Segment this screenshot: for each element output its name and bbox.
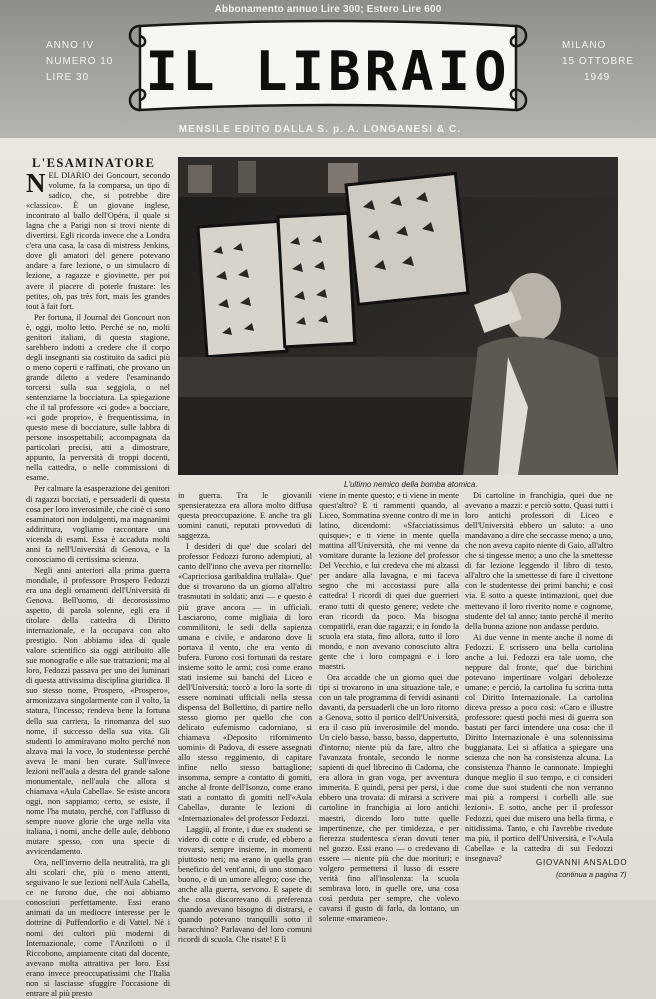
article-column-4 [465, 491, 613, 891]
issue-volume: ANNO IV [46, 40, 95, 51]
paragraph: in guerra. Tra le giovanili spensieratezza era allora molto diffusa questa preoccupazione. E anche tra gli uomini canuti, reputati provveduti di saggezza. [178, 491, 312, 541]
article-photo [178, 157, 618, 475]
paragraph: viene in mente questo; e ti viene in mente quest'altro? E ti rammenti quando, al Liceo, Sommatina svenne contro di me in latino, dicendomi: «Sfacciatissimus quisque»; e ti viene in mente quella mattina all'Università, che mi venne da vomitare durante la lezione del professor Del Vecchio, e lui credeva che mi alzassi per andare alla lavagna, e mi faceva segno che mi accostassi pure alla cattedra! I ricordi di quei due guerrieri erano tutti di questo genere; vedete che eran ricordi da poco. Ma bisogna compatirli, eran due ragazzi; e in fondo la scuola era stata, fino allora, tutto il loro mondo, e non avevano conosciuto altra gente che i loro compagni e i loro maestri. [319, 491, 459, 671]
place-city: MILANO [562, 40, 607, 51]
place-date [562, 38, 642, 86]
publisher-line: MENSILE EDITO DALLA S. p. A. LONGANESI & C. [178, 124, 462, 135]
issue-price: LIRE 30 [46, 72, 90, 83]
photo-caption: L'ultimo nemico della bomba atomica. [344, 480, 478, 489]
article-column-1 [26, 168, 170, 998]
article-column-3 [319, 491, 459, 923]
masthead-title: IL LIBRAIO [145, 40, 511, 103]
article-column-2 [178, 491, 312, 945]
photo-butterfly-collector [178, 157, 618, 475]
place-date-day: 15 OTTOBRE [562, 56, 635, 67]
paragraph: Negli anni anteriori alla prima guerra mondiale, il professore Prospero Fedozzi era una degli ornamenti dell'Università di Genova. Bell'uomo, di decorosissimo aspetto, di parola solenne, egli era il titolare della cattedra di Diritto internazionale, e la occupava con alto prestigio. Non abbiamo idea di quale valore scientifico sia oggi attribuito alle sue monografie e alle sue trattazioni; ma al loro, Fedozzi passava per uno dei luminari di questa attivissima disciplina giuridica. Il suo stesso nome, Prospero, «Prospero», armonizzava singolarmente con il volto, la statura, l'incesso; rendeva bene la fortuna della sua carriera, la rinomanza del suo nome, il successo della sua vita. Gli studenti lo ammiravano molto perché non alzava mai la voce, lo studentesse perché aveva le mani ben curate. Sull'invece lezioni nell'aula a destra del grande salone monumentale, nell'aula che allora si chiamava «Aula Cabella». Se esiste ancora oggi, non sappiamo; certo, se esiste, il nome l'ha mutato, perché, con l'afflusso di sempre nuove glorie che urge nella vita italiana, i nomi, anche delle aule, debbono mutare spesso, con una specie di avvicendamento. [26, 565, 170, 857]
issue-info [46, 38, 116, 86]
masthead-banner [126, 18, 530, 123]
paragraph: Ora accadde che un giorno quei due tipi si trovarono in una situazione tale, e con un tale programma di fervidi asinanti davanti, da persuaderli che un loro ritorno a Genova, sotto il portico dell'Università, era il caso più inverosimile del mondo. Un cielo basso, basso, basso, dappertutto, d'intorno; niente più da fare, altro che l'avanzata frontale, secondo le norme sapienti di quel librecino di Cadorna, che era allora in gran voga, per avventura immerita. E quindi, persi per persi, i due ebbero una trovata: di mirarsi a scrivere cartoline in franchigia ai loro antichi maestri, dicendo loro tutte quelle impertinenze, che per timidezza, e per fierezza studentesca s'eran dovuti tener nel gozzo. Essi erano — o credevano di essere — niente più che due morituri; e volgero permettersi il lusso di essere verità fino all'insolenza: la scuola sembrava loro, in quelle ore, una cosa così perduta per sempre, che volevo cavarsi il gusto di farla, da lontano, un solenne «marameo». [319, 672, 459, 923]
paragraph: Ora, nell'inverno della neutralità, tra gli alti scolari che, più o meno attenti, seguivano le sue lezioni nell'Aula Cabella, ce ne furono due, che noi abbiamo conosciuti perfettamente. Essi erano animati da un mediocre interesse per le dottrine di Puffendorfio e di Vattel. Nè i nomi dei cultori più moderni di Internazionale, come l'Anzilotti o il Riccobono, ampiamente citati dal docente, avevano molta attrattiva per loro. Essi erano invece preoccupatissimi che l'Italia non si lasciasse sfuggire l'occasione di entrare al più presto [26, 858, 170, 998]
paragraph: I desideri di que' due scolari del professor Fedozzi furono adempiuti, al canto dell'inno che aveva per ritornello: «Capricciosa garibaldina trullalà». Que' due si trovarono da un giorno all'altro trasmutati in soldati; anzi — e questo è più grave ancora — in ufficiali. Lasciarono, come migliaia di loro commilitoni, le sedi della sapienza umana e civile, e andarono dove li portava il vento, che era vento di bufera. Furono così fortunati da restare insieme sotto le armi; così come erano stati insieme sui banchi del Liceo e dell'Università: toccò a loro la sorte di essere nominati ufficiali nella stessa dispensa del Bollettino, di partire nello stesso giorno per quello che con delicato eufemismo cadorniano, si chiamava «Deposito rifornimento uomini» di Padova, di essere assegnati allo stesso reggimento, di capitare infine nello stesso battaglione; insomma, sempre a contatto di gomiti, anche al fronte dell'Isonzo, come erano stati a contatto di gomiti nell'«Aula Cabella», durante le lezioni di «Internazionale» del professor Fedozzi. [178, 542, 312, 823]
continues-note: (continua a pagina 7) [556, 870, 627, 879]
paragraph: Per fortuna, il Journal dei Goncourt non è, oggi, molto letto. Perché se no, molti genitori italiani, di questa stagione, sarebbero indotti a credere che il corpo degli insegnanti sia costituito da sadici più o meno coperti e raffinati, che provano un grande diletto a vedere l'esaminando torcersi sulla sua seggiola, o nel sentenziarne la bocciatura. La spiegazione che il tal professore «ci gode» a bocciare, «ci gode proprio», è frequentissima, in questo mese di bocciature, sulle labbra di persone insospettabili; accompagnata da particolari precisi, atti a dimostrare, appunto, la perversità di troppi docenti, nella cattedra, o nelle commissioni di esame. [26, 312, 170, 483]
drop-cap: N [26, 168, 46, 198]
paragraph: Ai due venne in mente anche il nome di Fedozzi. E scrissero una bella cartolina anche a lui. Fedozzi era tale uomo, che neppure dal fronte, que' due birichini potevano impertinare volgari debolezze umane; e perciò, la cartolina fu scritta tutta col Diritto Internazionale. La cartolina diceva presso a poco così: «Caro e illustre professore: questi pochi mesi di guerra son bastati per farci intendere una cosa: che il Diritto Internazionale è una solennissima buggianata. Lei si affatica a spiegare una scienza che non ha consistenza alcuna. La consistenza l'hanno le cannonate. Impieghi dunque meglio il suo tempo, e ci consideri come due suoi studenti che non verranno mai più a rompersi i corbelli alle sue lezioni». E sotto, anche per il professor Fedozzi, quei due misero una bella firma, e nitidissima. Tanto, e chi l'avrebbe rivedute ma più, il portico dell'Università, e l'«Aula Cabella» e la cattedra di sui Fedozzi insegnava? [465, 632, 613, 863]
paragraph: Laggiù, al fronte, i due ex studenti se videro di cotte e di crude, ed ebbero a trovarsi, sempre insieme, in momenti piuttosto neri; ma erano in quella gran beneficio del vent'anni, di uno stomaco buono, e di un umore allegro; cose che, anche alla guerra, servono. E sapete di che cosa discorrevano di preferenza quando avevano bisogno di distrarsi, e quando potevano tranquilli sotto il baracchino? Parlavano del loro comuni ricordi di scuola. Che risate! E lì [178, 824, 312, 945]
paragraph: Per calmare la esasperazione dei genitori di ragazzi bocciati, e persuaderli di questa cosa per loro inverosimile, che cioè ci sono esaminatori non indulgenti, ma magnanimi addirittura, vogliamo raccontare una vicenda di esami. Essa è accaduta molti anni fa nell'Università di Genova, e la conosciamo di certissima scienza. [26, 484, 170, 564]
author-signature: GIOVANNI ANSALDO [536, 858, 628, 867]
paragraph: NEL DIARIO dei Goncourt, secondo volume, fa la comparsa, un tipo di sadico, che, si potrebbe dire «classico». È un giovane inglese, incontrato al ballo dell'Opéra, il quale si lagna che a Parigi non si trovi niente di divertirsi. Egli ricorda invece che a Londra c'era una casa, la casa di mistress Jenkins, dove gli amatori del genere potevano andare a fare lezione, o un simulacro di lezione, a ragazze e giovinette, per poi avere il piacere di poterle frustare: les petites, oh, pas très fort, mais les grandes tout à fait fort. [26, 168, 170, 311]
issue-number: NUMERO 10 [46, 56, 114, 67]
subscription-line: Abbonamento annuo Lire 300; Estero Lire 600 [214, 4, 442, 15]
article-title: L'ESAMINATORE [32, 156, 156, 170]
paragraph: Di cartoline in franchigia, quei due ne avevano a mazzi: e perciò sotto. Quasi tutti i loro antichi professori di Liceo e dell'Università ebbero un saluto: a uno mandavano a dire che seccasse meno; a uno, che non aveva capito niente di Gaio, all'altro che si tingesse meno; a uno che la smettesse di far lezione leggendo il libro di testo, all'altro che la smettesse di fare il civettone con le studentesse dei primi banchi; e così via. E sotto a queste intimazioni, quei due mettevano il loro riverito nome e cognome, studente del tal anno; tanto perché il merito della buona azione non andasse perduto. [465, 491, 614, 631]
place-year: 1949 [584, 72, 611, 83]
